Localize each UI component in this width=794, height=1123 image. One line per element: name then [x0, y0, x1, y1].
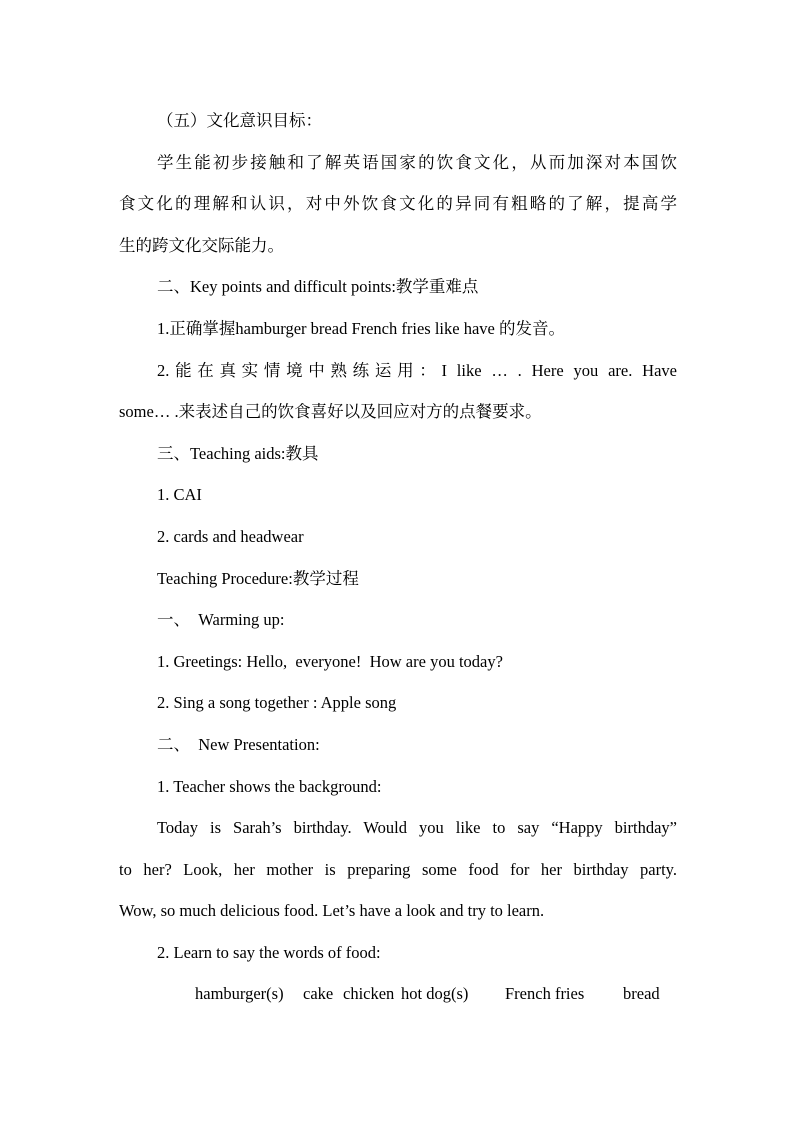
- food-word: hamburger(s): [195, 984, 284, 1004]
- culture-goal-heading: （五）文化意识目标：: [157, 111, 322, 130]
- teaching-aids-item-1: 1. CAI: [157, 485, 202, 505]
- presentation-paragraph-line-1: Today is Sarah’s birthday. Would you like to say “Happy birthday”: [157, 818, 677, 838]
- food-word: French fries: [505, 984, 585, 1004]
- presentation-paragraph-line-3: Wow, so much delicious food. Let’s have a look and try to learn.: [119, 901, 545, 921]
- key-points-heading: 二、Key points and difficult points:教学重难点: [157, 277, 479, 297]
- food-word: bread: [623, 984, 660, 1004]
- key-points-item-2-line-2: some… .来表述自己的饮食喜好以及回应对方的点餐要求。: [119, 402, 542, 422]
- warming-up-heading: 一、 Warming up:: [157, 610, 285, 630]
- warming-up-item-1: 1. Greetings: Hello, everyone! How are you today?: [157, 651, 503, 671]
- key-points-item-2-line-1: 2.能在真实情境中熟练运用：I like … . Here you are. Have: [157, 360, 677, 380]
- food-words-list: [119, 973, 677, 1015]
- document-content: [119, 100, 677, 1015]
- food-word: cake: [303, 984, 334, 1004]
- procedure-heading: Teaching Procedure:教学过程: [157, 568, 359, 588]
- presentation-item-1: 1. Teacher shows the background:: [157, 776, 382, 796]
- culture-goal-text-line-2: 食文化的理解和认识，对中外饮食文化的异同有粗略的了解，提高学: [119, 194, 677, 214]
- food-word: hot dog(s): [401, 984, 469, 1004]
- culture-goal-text-line-1: 学生能初步接触和了解英语国家的饮食文化，从而加深对本国饮: [157, 152, 677, 172]
- food-word: chicken: [343, 984, 395, 1004]
- warming-up-item-2: 2. Sing a song together : Apple song: [157, 693, 397, 713]
- culture-goal-text-line-3: 生的跨文化交际能力。: [119, 235, 284, 255]
- presentation-item-2: 2. Learn to say the words of food:: [157, 942, 381, 962]
- presentation-heading: 二、 New Presentation:: [157, 734, 320, 754]
- presentation-paragraph-line-2: to her? Look, her mother is preparing some food for her birthday party.: [119, 859, 677, 879]
- teaching-aids-heading: 三、Teaching aids:教具: [157, 443, 319, 463]
- teaching-aids-item-2: 2. cards and headwear: [157, 526, 304, 546]
- key-points-item-1: 1.正确掌握hamburger bread French fries like have 的发音。: [157, 318, 565, 338]
